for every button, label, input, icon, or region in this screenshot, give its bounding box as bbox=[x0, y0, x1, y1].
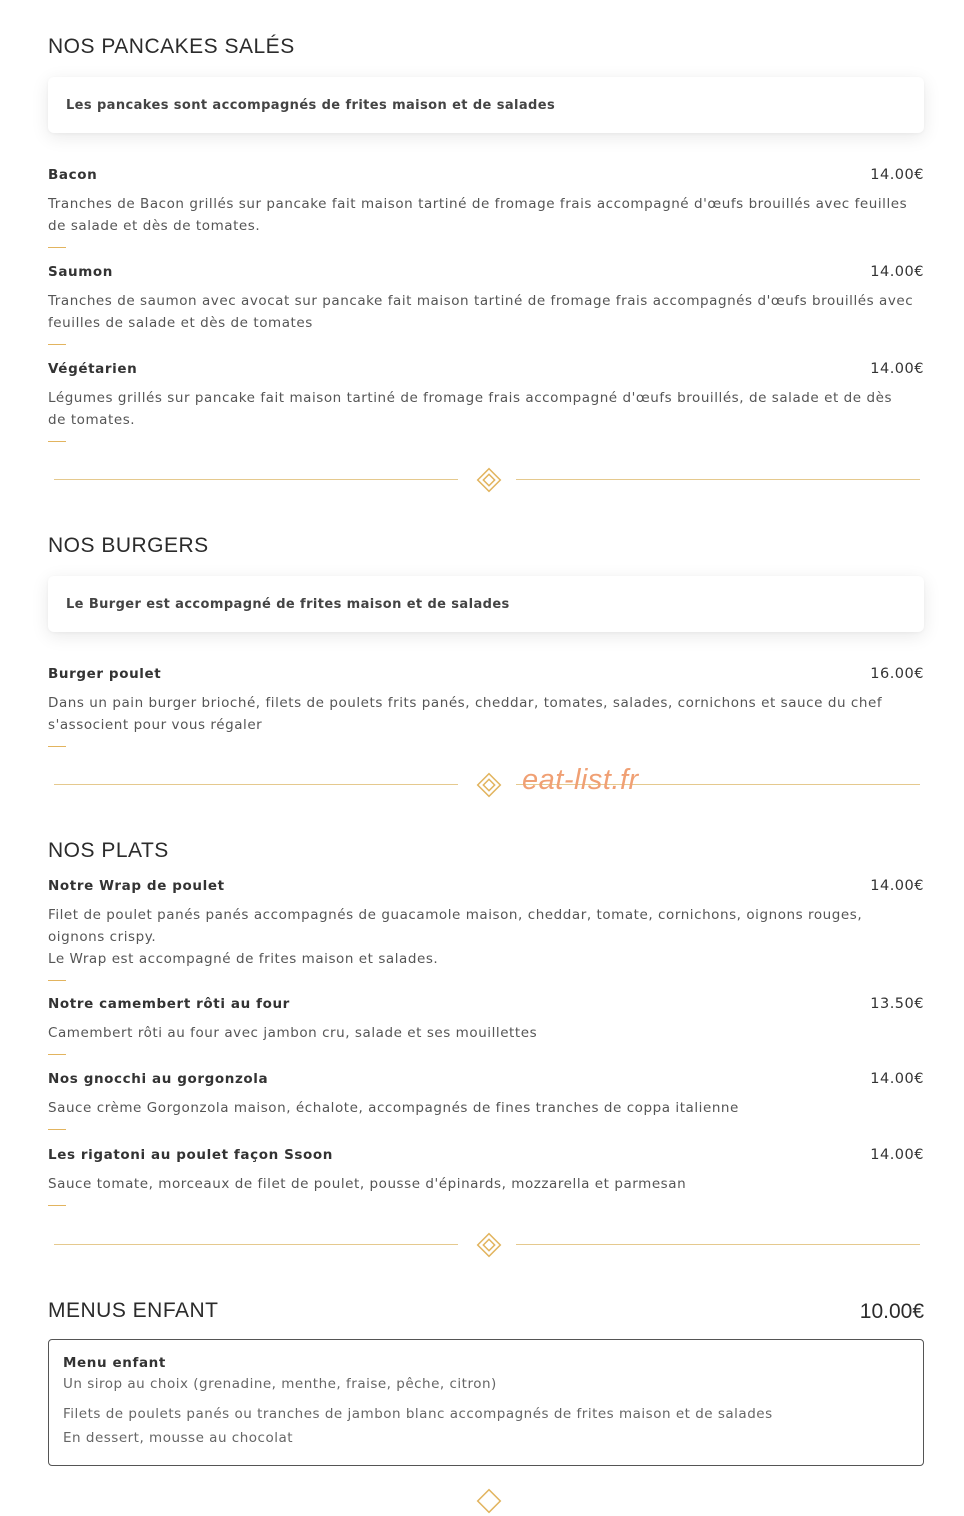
item-name: Saumon bbox=[48, 264, 113, 280]
watermark-text: eat-list.fr bbox=[522, 764, 639, 796]
item-price: 14.00€ bbox=[870, 361, 924, 377]
item-price: 14.00€ bbox=[870, 878, 924, 894]
menu-item-vegetarien bbox=[48, 360, 924, 442]
menu-item-rigatoni bbox=[48, 1146, 924, 1206]
item-separator bbox=[48, 746, 66, 747]
menu-item-gnocchi bbox=[48, 1070, 924, 1130]
menu-item-wrap-poulet bbox=[48, 877, 924, 981]
section-title-pancakes: NOS PANCAKES SALÉS bbox=[48, 35, 295, 58]
section-divider-partial bbox=[54, 1486, 920, 1516]
item-description: Sauce crème Gorgonzola maison, échalote, accompagnés de fines tranches de coppa italienne bbox=[48, 1100, 739, 1116]
item-description: Filet de poulet panés panés accompagnés de guacamole maison, cheddar, tomate, cornichons, oignons rouges, oignons crispy. bbox=[48, 907, 863, 945]
item-price: 13.50€ bbox=[870, 996, 924, 1012]
item-name: Les rigatoni au poulet façon Ssoon bbox=[48, 1147, 334, 1163]
menu-item-saumon bbox=[48, 263, 924, 345]
item-separator bbox=[48, 1129, 66, 1130]
section-divider bbox=[54, 1230, 920, 1260]
item-separator bbox=[48, 980, 66, 981]
item-name: Burger poulet bbox=[48, 666, 162, 682]
item-price: 14.00€ bbox=[870, 264, 924, 280]
item-name: Notre camembert rôti au four bbox=[48, 996, 290, 1012]
item-description: Tranches de Bacon grillés sur pancake fait maison tartiné de fromage frais accompagné d'œufs brouillés avec feuilles de salade et dès de tomates. bbox=[48, 196, 908, 234]
item-name: Bacon bbox=[48, 167, 98, 183]
kids-menu-line: Filets de poulets panés ou tranches de jambon blanc accompagnés de frites maison et de salades bbox=[63, 1406, 773, 1422]
kids-menu-name: Menu enfant bbox=[63, 1355, 166, 1371]
kids-menu-price: 10.00€ bbox=[859, 1300, 924, 1323]
section-title-enfant: MENUS ENFANT bbox=[48, 1299, 219, 1322]
item-name: Nos gnocchi au gorgonzola bbox=[48, 1071, 269, 1087]
item-separator bbox=[48, 247, 66, 248]
item-description: Tranches de saumon avec avocat sur pancake fait maison tartiné de fromage frais accompagnés d'œufs brouillés avec feuilles de salade et dès de tomates bbox=[48, 293, 914, 331]
item-name: Notre Wrap de poulet bbox=[48, 878, 225, 894]
menu-item-bacon bbox=[48, 166, 924, 248]
item-description: Sauce tomate, morceaux de filet de poulet, pousse d'épinards, mozzarella et parmesan bbox=[48, 1176, 687, 1192]
diamond-ornament-icon bbox=[475, 1231, 503, 1259]
item-price: 14.00€ bbox=[870, 167, 924, 183]
item-separator bbox=[48, 1205, 66, 1206]
diamond-ornament-icon bbox=[475, 466, 503, 494]
item-name: Végétarien bbox=[48, 361, 138, 377]
item-description: Légumes grillés sur pancake fait maison tartiné de fromage frais accompagné d'œufs brouillés, de salade et de dès de tomates. bbox=[48, 390, 893, 428]
section-divider bbox=[54, 465, 920, 495]
kids-menu-box bbox=[48, 1339, 924, 1466]
section-title-burgers: NOS BURGERS bbox=[48, 534, 209, 557]
item-separator bbox=[48, 1054, 66, 1055]
menu-item-camembert bbox=[48, 995, 924, 1055]
section-title-plats: NOS PLATS bbox=[48, 839, 169, 862]
burgers-note: Le Burger est accompagné de frites maison et de salades bbox=[48, 576, 924, 632]
item-price: 16.00€ bbox=[870, 666, 924, 682]
item-price: 14.00€ bbox=[870, 1071, 924, 1087]
menu-item-burger-poulet bbox=[48, 665, 924, 747]
item-separator bbox=[48, 441, 66, 442]
kids-menu-line: Un sirop au choix (grenadine, menthe, fraise, pêche, citron) bbox=[63, 1376, 497, 1392]
section-divider bbox=[54, 770, 920, 800]
item-description: Camembert rôti au four avec jambon cru, salade et ses mouillettes bbox=[48, 1025, 538, 1041]
diamond-ornament-icon bbox=[475, 771, 503, 799]
item-description: Dans un pain burger brioché, filets de poulets frits panés, cheddar, tomates, salades, cornichons et sauce du chef s'associent pour vous régaler bbox=[48, 695, 883, 733]
diamond-ornament-icon bbox=[475, 1487, 503, 1515]
item-separator bbox=[48, 344, 66, 345]
item-description-extra: Le Wrap est accompagné de frites maison et salades. bbox=[48, 951, 439, 967]
item-price: 14.00€ bbox=[870, 1147, 924, 1163]
pancakes-note: Les pancakes sont accompagnés de frites maison et de salades bbox=[48, 77, 924, 133]
kids-menu-line: En dessert, mousse au chocolat bbox=[63, 1430, 294, 1446]
